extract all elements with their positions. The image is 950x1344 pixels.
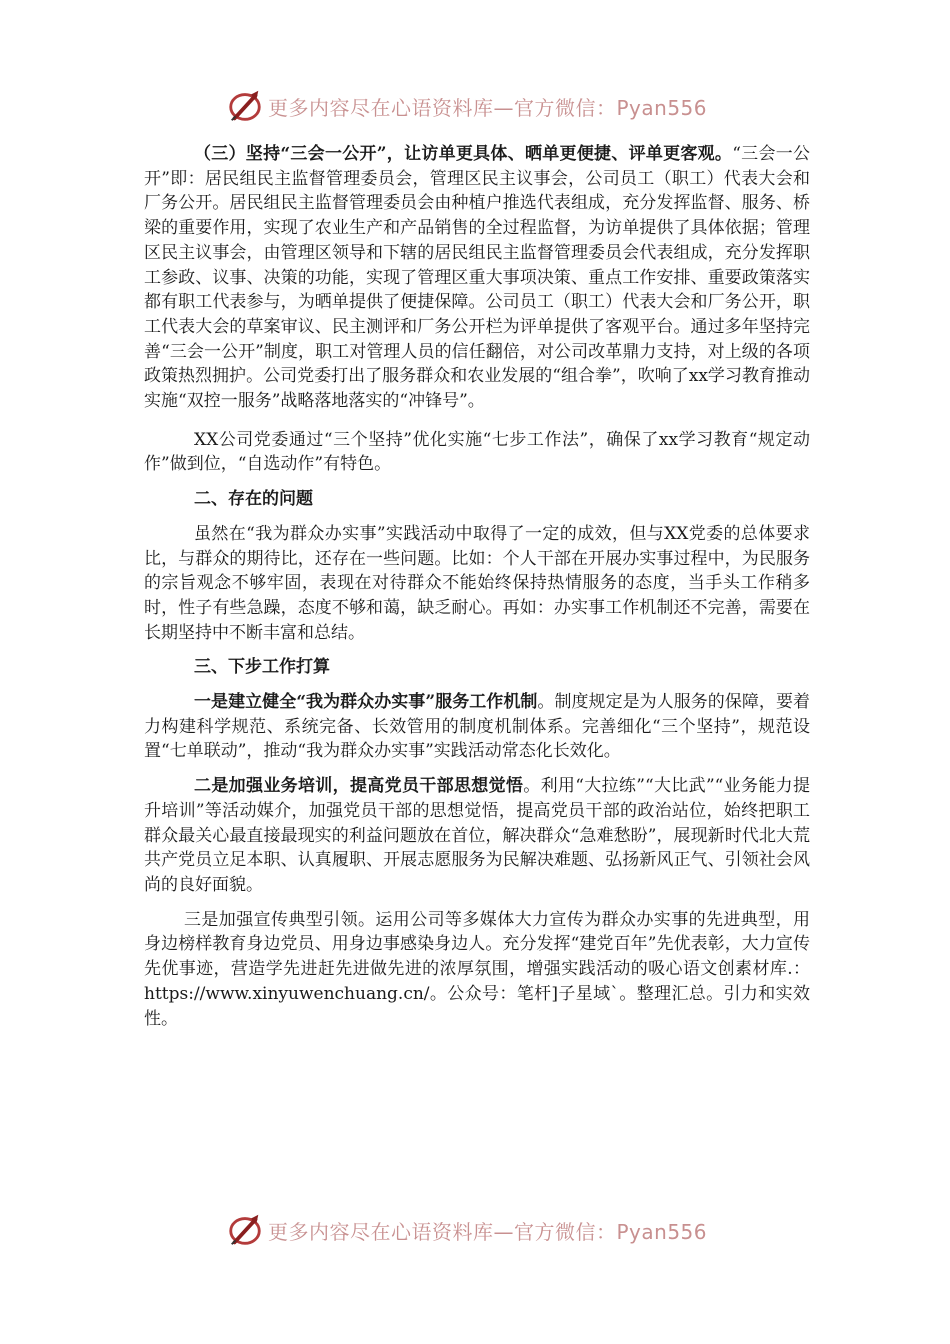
pen-logo-icon [226,87,264,125]
paragraph-mechanism-text: 。制度规定是为人服务的保障，要着力构建科学规范、系统完备、长效管用的制度机制体系。完善细化“三个坚持”，规范设置“七单联动”，推动“我为群众办实事”实践活动常态化长效化。 [144,692,811,762]
header-banner [226,86,707,126]
paragraph-mechanism [144,690,810,764]
paragraph-problems: 虽然在“我为群众办实事”实践活动中取得了一定的成效，但与XX党委的总体要求比，与群众的期待比，还存在一些问题。比如：个人干部在开展办实事过程中，为民服务的宗旨观念不够牢固，表现在对待群众不能始终保持热情服务的态度，当手头工作稍多时，性子有些急躁，态度不够和蔼，缺乏耐心。再如：办实事工作机制还不完善，需要在长期坚持中不断丰富和总结。 [144,523,810,643]
paragraph-training-lead: 二是加强业务培训，提高党员干部思想觉悟 [194,776,524,797]
paragraph-sanhui [144,142,810,414]
paragraph-sanhui-text: “三会一公开”即：居民组民主监督管理委员会，管理区民主议事会，公司员工（职工）代表大会和厂务公开。居民组民主监督管理委员会由种植户推选代表组成，充分发挥监督、服务、桥梁的重要作用，实现了农业生产和产品销售的全过程监督，为访单提供了具体依据；管理区民主议事会，由管理区领导和下辖的居民组民主监督管理委员会代表组成，充分发挥职工参政、议事、决策的功能，实现了管理区重大事项决策、重点工作安排、重要政策落实都有职工代表参与，为晒单提供了便捷保障。公司员工（职工）代表大会和厂务公开，职工代表大会的草案审议、民主测评和厂务公开栏为评单提供了客观平台。通过多年坚持完善“三会一公开”制度，职工对管理人员的信任翻倍，对公司改革鼎力支持，对上级的各项政策热烈拥护。公司党委打出了服务群众和农业发展的“组合拳”，吹响了xx学习教育推动实施“双控一服务”战略落地落实的“冲锋号”。 [144,144,810,412]
paragraph-mechanism-lead: 一是建立健全“我为群众办实事”服务工作机制 [194,692,538,713]
header-banner-text: 更多内容尽在心语资料库—官方微信：Pyan556 [268,95,708,120]
paragraph-training-text: 。利用“大拉练”“大比武”“业务能力提升培训”等活动媒介，加强党员干部的思想觉悟，提高党员干部的政治站位，始终把职工群众最关心最直接最现实的利益问题放在首位，解决群众“急难愁盼”，展现新时代北大荒共产党员立足本职、认真履职、开展志愿服务为民解决难题、弘扬新风正气、引领社会风尚的良好面貌。 [144,776,810,895]
footer-banner-text: 更多内容尽在心语资料库—官方微信：Pyan556 [268,1219,708,1244]
heading-problems: 二、存在的问题 [194,489,313,510]
paragraph-summary: XX公司党委通过“三个坚持”优化实施“七步工作法”，确保了xx学习教育“规定动作”做到位，“自选动作”有特色。 [144,429,810,475]
pen-logo-icon [226,1211,264,1249]
paragraph-training [144,774,810,898]
paragraph-sanhui-lead: （三）坚持“三会一公开”，让访单更具体、晒单更便捷、评单更客观。 [194,144,733,164]
paragraph-publicity: 三是加强宣传典型引领。运用公司等多媒体大力宣传为群众办实事的先进典型，用身边榜样教育身边党员、用身边事感染身边人。充分发挥“建党百年”先优表彰，大力宣传先优事迹，营造学先进赶先进做先进的浓厚氛围，增强实践活动的吸心语文创素材库.：https://www.xinyuwenchuang.cn/。公众号：笔杆]子星域`。整理汇总。引力和实效性。 [144,909,810,1029]
document-body [144,142,810,1031]
footer-banner [226,1210,707,1250]
heading-next-steps: 三、下步工作打算 [194,657,330,678]
